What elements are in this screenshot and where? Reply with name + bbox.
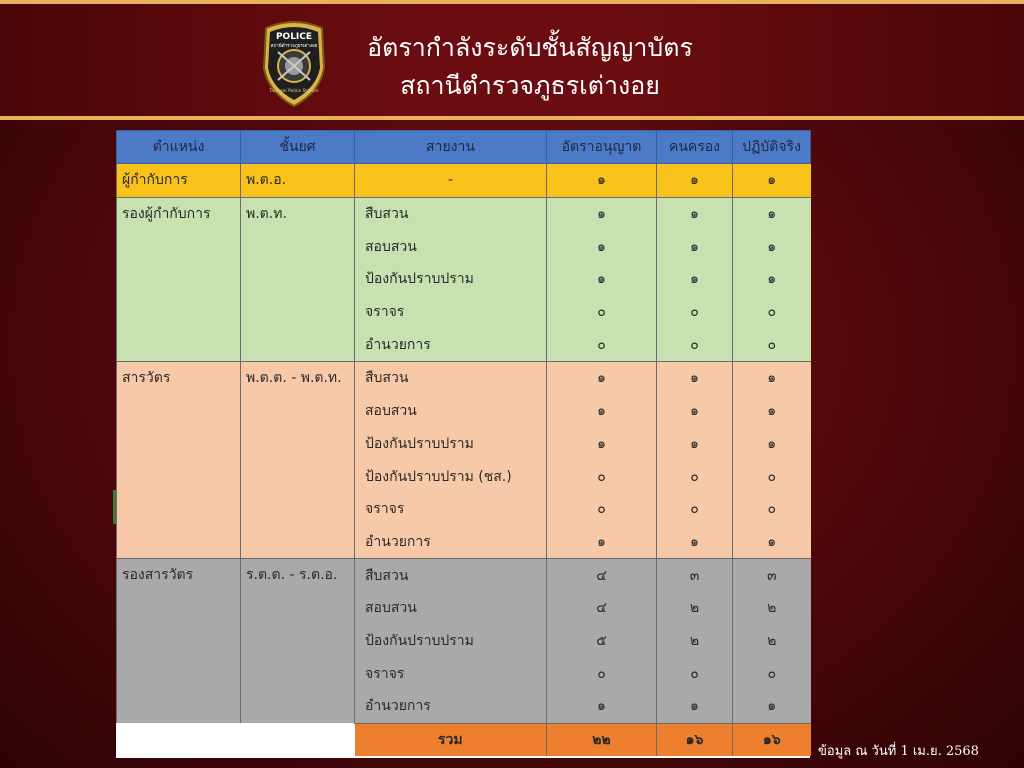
column-header: ชั้นยศ bbox=[241, 131, 355, 164]
line-cell: สืบสวน bbox=[355, 362, 547, 395]
logo-station-thai-text: สถานีตำรวจภูธรเต่างอย bbox=[270, 44, 318, 49]
held-cell: ๒ bbox=[657, 625, 733, 658]
column-header: อัตราอนุญาต bbox=[547, 131, 657, 164]
position-cell: รองผู้กำกับการ bbox=[117, 197, 241, 361]
staffing-table bbox=[116, 130, 811, 756]
column-header: สายงาน bbox=[355, 131, 547, 164]
actual-cell: ๐ bbox=[733, 460, 811, 493]
allowed-cell: ๐ bbox=[547, 328, 657, 361]
line-cell: สอบสวน bbox=[355, 592, 547, 625]
actual-cell: ๑ bbox=[733, 197, 811, 230]
held-cell: ๑ bbox=[657, 362, 733, 395]
table-row bbox=[117, 559, 811, 592]
line-cell: อำนวยการ bbox=[355, 690, 547, 723]
rank-cell: ร.ต.ต. - ร.ต.อ. bbox=[241, 559, 355, 723]
allowed-cell: ๑ bbox=[547, 362, 657, 395]
held-cell: ๐ bbox=[657, 328, 733, 361]
line-cell: สืบสวน bbox=[355, 559, 547, 592]
blank-cell bbox=[117, 723, 241, 756]
held-cell: ๒ bbox=[657, 592, 733, 625]
held-cell: ๑ bbox=[657, 690, 733, 723]
page-subtitle: สถานีตำรวจภูธรเต่างอย bbox=[400, 71, 660, 100]
line-cell: สอบสวน bbox=[355, 395, 547, 428]
header-band bbox=[0, 4, 1024, 116]
allowed-cell: ๐ bbox=[547, 296, 657, 329]
rank-cell: พ.ต.อ. bbox=[241, 164, 355, 198]
total-held: ๑๖ bbox=[657, 723, 733, 756]
actual-cell: ๒ bbox=[733, 592, 811, 625]
line-cell: ป้องกันปราบปราม bbox=[355, 263, 547, 296]
table-row bbox=[117, 164, 811, 198]
allowed-cell: ๕ bbox=[547, 625, 657, 658]
line-cell: ป้องกันปราบปราม bbox=[355, 428, 547, 461]
held-cell: ๑ bbox=[657, 395, 733, 428]
allowed-cell: ๑ bbox=[547, 164, 657, 198]
actual-cell: ๓ bbox=[733, 559, 811, 592]
line-cell: ป้องกันปราบปราม bbox=[355, 625, 547, 658]
actual-cell: ๑ bbox=[733, 526, 811, 559]
actual-cell: ๑ bbox=[733, 230, 811, 263]
allowed-cell: ๐ bbox=[547, 460, 657, 493]
total-label: รวม bbox=[355, 723, 547, 756]
rank-cell: พ.ต.ท. bbox=[241, 197, 355, 361]
total-row bbox=[117, 723, 811, 756]
table-header-row bbox=[117, 131, 811, 164]
allowed-cell: ๐ bbox=[547, 493, 657, 526]
total-allowed: ๒๒ bbox=[547, 723, 657, 756]
page-title: อัตรากำลังระดับชั้นสัญญาบัตร bbox=[367, 33, 693, 62]
actual-cell: ๑ bbox=[733, 362, 811, 395]
table-row bbox=[117, 362, 811, 395]
position-cell: ผู้กำกับการ bbox=[117, 164, 241, 198]
allowed-cell: ๑ bbox=[547, 526, 657, 559]
logo-station-english-text: Taongoi Police Station bbox=[269, 89, 319, 94]
position-cell: รองสารวัตร bbox=[117, 559, 241, 723]
allowed-cell: ๑ bbox=[547, 690, 657, 723]
position-cell: สารวัตร bbox=[117, 362, 241, 559]
line-cell: จราจร bbox=[355, 493, 547, 526]
blank-cell bbox=[241, 723, 355, 756]
held-cell: ๐ bbox=[657, 657, 733, 690]
held-cell: ๑ bbox=[657, 164, 733, 198]
actual-cell: ๑ bbox=[733, 263, 811, 296]
line-cell: อำนวยการ bbox=[355, 526, 547, 559]
held-cell: ๐ bbox=[657, 460, 733, 493]
allowed-cell: ๑ bbox=[547, 263, 657, 296]
held-cell: ๐ bbox=[657, 296, 733, 329]
actual-cell: ๐ bbox=[733, 296, 811, 329]
actual-cell: ๒ bbox=[733, 625, 811, 658]
held-cell: ๑ bbox=[657, 197, 733, 230]
data-date-note: ข้อมูล ณ วันที่ 1 เม.ย. 2568 bbox=[818, 744, 979, 759]
table-row bbox=[117, 197, 811, 230]
held-cell: ๓ bbox=[657, 559, 733, 592]
column-header: ตำแหน่ง bbox=[117, 131, 241, 164]
allowed-cell: ๑ bbox=[547, 395, 657, 428]
actual-cell: ๐ bbox=[733, 328, 811, 361]
column-header: ปฏิบัติจริง bbox=[733, 131, 811, 164]
held-cell: ๐ bbox=[657, 493, 733, 526]
line-cell: จราจร bbox=[355, 296, 547, 329]
total-actual: ๑๖ bbox=[733, 723, 811, 756]
line-cell: สอบสวน bbox=[355, 230, 547, 263]
actual-cell: ๑ bbox=[733, 428, 811, 461]
allowed-cell: ๐ bbox=[547, 657, 657, 690]
actual-cell: ๐ bbox=[733, 493, 811, 526]
actual-cell: ๐ bbox=[733, 657, 811, 690]
held-cell: ๑ bbox=[657, 526, 733, 559]
held-cell: ๑ bbox=[657, 263, 733, 296]
actual-cell: ๑ bbox=[733, 395, 811, 428]
column-header: คนครอง bbox=[657, 131, 733, 164]
actual-cell: ๑ bbox=[733, 690, 811, 723]
logo-police-text: POLICE bbox=[275, 32, 313, 42]
allowed-cell: ๔ bbox=[547, 592, 657, 625]
police-badge-icon bbox=[258, 18, 330, 108]
allowed-cell: ๑ bbox=[547, 197, 657, 230]
header-gold-line bbox=[0, 116, 1024, 120]
allowed-cell: ๑ bbox=[547, 428, 657, 461]
allowed-cell: ๑ bbox=[547, 230, 657, 263]
line-cell: จราจร bbox=[355, 657, 547, 690]
line-cell: - bbox=[355, 164, 547, 198]
held-cell: ๑ bbox=[657, 230, 733, 263]
rank-cell: พ.ต.ต. - พ.ต.ท. bbox=[241, 362, 355, 559]
line-cell: อำนวยการ bbox=[355, 328, 547, 361]
allowed-cell: ๔ bbox=[547, 559, 657, 592]
line-cell: สืบสวน bbox=[355, 197, 547, 230]
line-cell: ป้องกันปราบปราม (ชส.) bbox=[355, 460, 547, 493]
actual-cell: ๑ bbox=[733, 164, 811, 198]
held-cell: ๑ bbox=[657, 428, 733, 461]
staffing-table-container bbox=[116, 130, 810, 758]
